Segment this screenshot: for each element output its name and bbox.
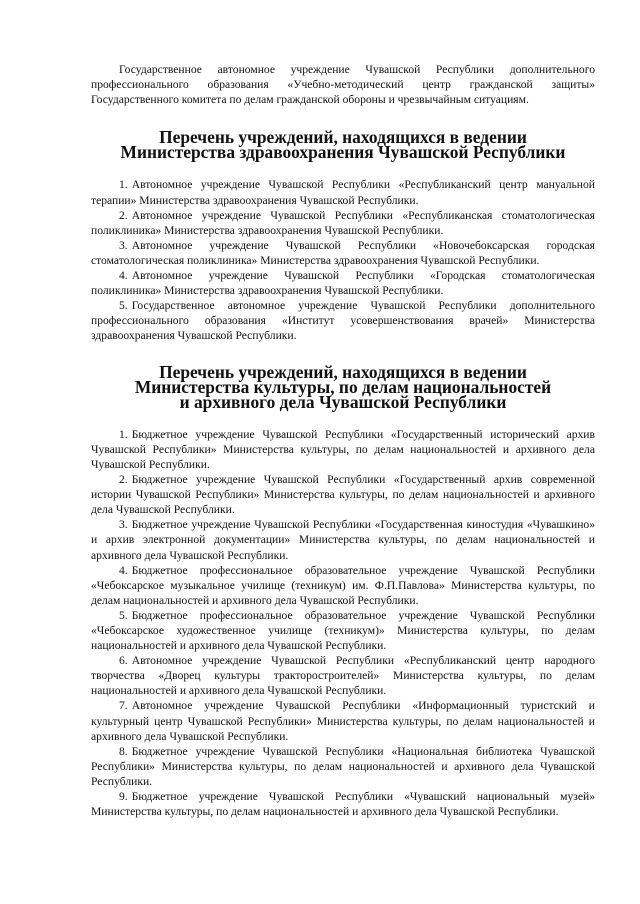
heading-line: Перечень учреждений, находящихся в ведении xyxy=(159,361,527,382)
section-health xyxy=(91,127,595,343)
item-number: 9. xyxy=(119,790,128,804)
item-number: 5. xyxy=(119,299,128,313)
item-number: 3. xyxy=(119,238,128,252)
section-heading xyxy=(91,361,595,412)
section-culture xyxy=(91,361,595,820)
list-item xyxy=(91,238,595,268)
list-item xyxy=(91,563,595,608)
item-text: Автономное учреждение Чувашской Республики «Республиканская стоматологическая поликлиника» Министерства здравоохранения Чувашской Республики. xyxy=(91,208,595,237)
item-text: Бюджетное учреждение Чувашской Республики «Чувашский национальный музей» Министерства культуры, по делам национальностей и архивного дела Чувашской Республики. xyxy=(91,790,595,819)
item-text: Автономное учреждение Чувашской Республики «Новочебоксарская городская стоматологическая поликлиника» Министерства здравоохранения Чувашской Республики. xyxy=(91,238,595,267)
list-item xyxy=(91,608,595,653)
item-text: Автономное учреждение Чувашской Республики «Республиканский центр мануальной терапии» Министерства здравоохранения Чувашской Республики. xyxy=(91,178,595,207)
item-number: 4. xyxy=(119,563,128,577)
list-item xyxy=(91,177,595,207)
list-item xyxy=(91,268,595,298)
item-text: Бюджетное учреждение Чувашской Республики «Государственный архив современной истории Чувашской Республики» Министерства культуры, по делам национальностей и архивного дела Чувашской Республики. xyxy=(91,473,595,517)
item-number: 8. xyxy=(119,744,128,758)
item-number: 2. xyxy=(119,208,128,222)
item-text: Бюджетное профессиональное образовательное учреждение Чувашской Республики «Чебоксарское художественное училище (техникум)» Министерства культуры, по делам национальностей и архивного дела Чувашской Республики. xyxy=(91,608,595,653)
item-number: 2. xyxy=(119,473,128,487)
item-text: Бюджетное учреждение Чувашской Республики «Государственный исторический архив Чувашской Республики» Министерства культуры, по делам национальностей и архивного дела Чувашской Республики. xyxy=(91,427,595,471)
document-page xyxy=(91,62,595,819)
item-number: 1. xyxy=(119,427,128,441)
item-number: 6. xyxy=(119,654,128,668)
item-text: Бюджетное учреждение Чувашской Республики «Государственная киностудия «Чувашкино» и архив электронной документации» Министерства культуры, по делам национальностей и архивного дела Чувашской Республики. xyxy=(91,518,595,562)
heading-line: и архивного дела Чувашской Республики xyxy=(179,391,507,412)
list-item xyxy=(91,298,595,343)
list-item xyxy=(91,472,595,517)
heading-line: Министерства культуры, по делам национальностей xyxy=(134,376,552,397)
item-number: 5. xyxy=(119,608,128,622)
item-text: Государственное автономное учреждение Чувашской Республики дополнительного профессионального образования «Институт усовершенствования врачей» Министерства здравоохранения Чувашской Республики. xyxy=(91,299,595,343)
item-number: 1. xyxy=(119,178,128,192)
list-item xyxy=(91,653,595,698)
item-text: Автономное учреждение Чувашской Республики «Республиканский центр народного творчества «Дворец культуры тракторостроителей» Министерства культуры, по делам национальностей и архивного дела Чувашской Республики. xyxy=(91,654,595,698)
item-text: Автономное учреждение Чувашской Республики «Городская стоматологическая поликлиника» Министерства здравоохранения Чувашской Республики. xyxy=(91,269,595,298)
list-item xyxy=(91,789,595,819)
intro-paragraph: Государственное автономное учреждение Чувашской Республики дополнительного профессионального образования «Учебно-методический центр гражданской защиты» Государственного комитета по делам гражданской обороны и чрезвычайным ситуациям. xyxy=(91,63,595,107)
item-text: Бюджетное профессиональное образовательное учреждение Чувашской Республики «Чебоксарское музыкальное училище (техникум) им. Ф.П.Павлова» Министерства культуры, по делам национальностей и архивного дела Чувашской Республики. xyxy=(91,563,595,607)
item-text: Бюджетное учреждение Чувашской Республики «Национальная библиотека Чувашской Республики» Министерства культуры, по делам национальностей и архивного дела Чувашской Республики. xyxy=(91,744,595,788)
list-item xyxy=(91,744,595,789)
list-item xyxy=(91,698,595,743)
item-number: 4. xyxy=(119,269,128,283)
list-item xyxy=(91,208,595,238)
section-heading xyxy=(91,127,595,163)
list-item xyxy=(91,427,595,472)
heading-line: Министерства здравоохранения Чувашской Республики xyxy=(120,142,566,163)
item-number: 7. xyxy=(119,699,128,713)
item-number: 3. xyxy=(119,518,128,532)
item-text: Автономное учреждение Чувашской Республики «Информационный туристский и культурный центр Чувашской Республики» Министерства культуры, по делам национальностей и архивного дела Чувашской Республики. xyxy=(91,699,595,743)
heading-line: Перечень учреждений, находящихся в ведении xyxy=(159,127,527,148)
list-item xyxy=(91,517,595,562)
